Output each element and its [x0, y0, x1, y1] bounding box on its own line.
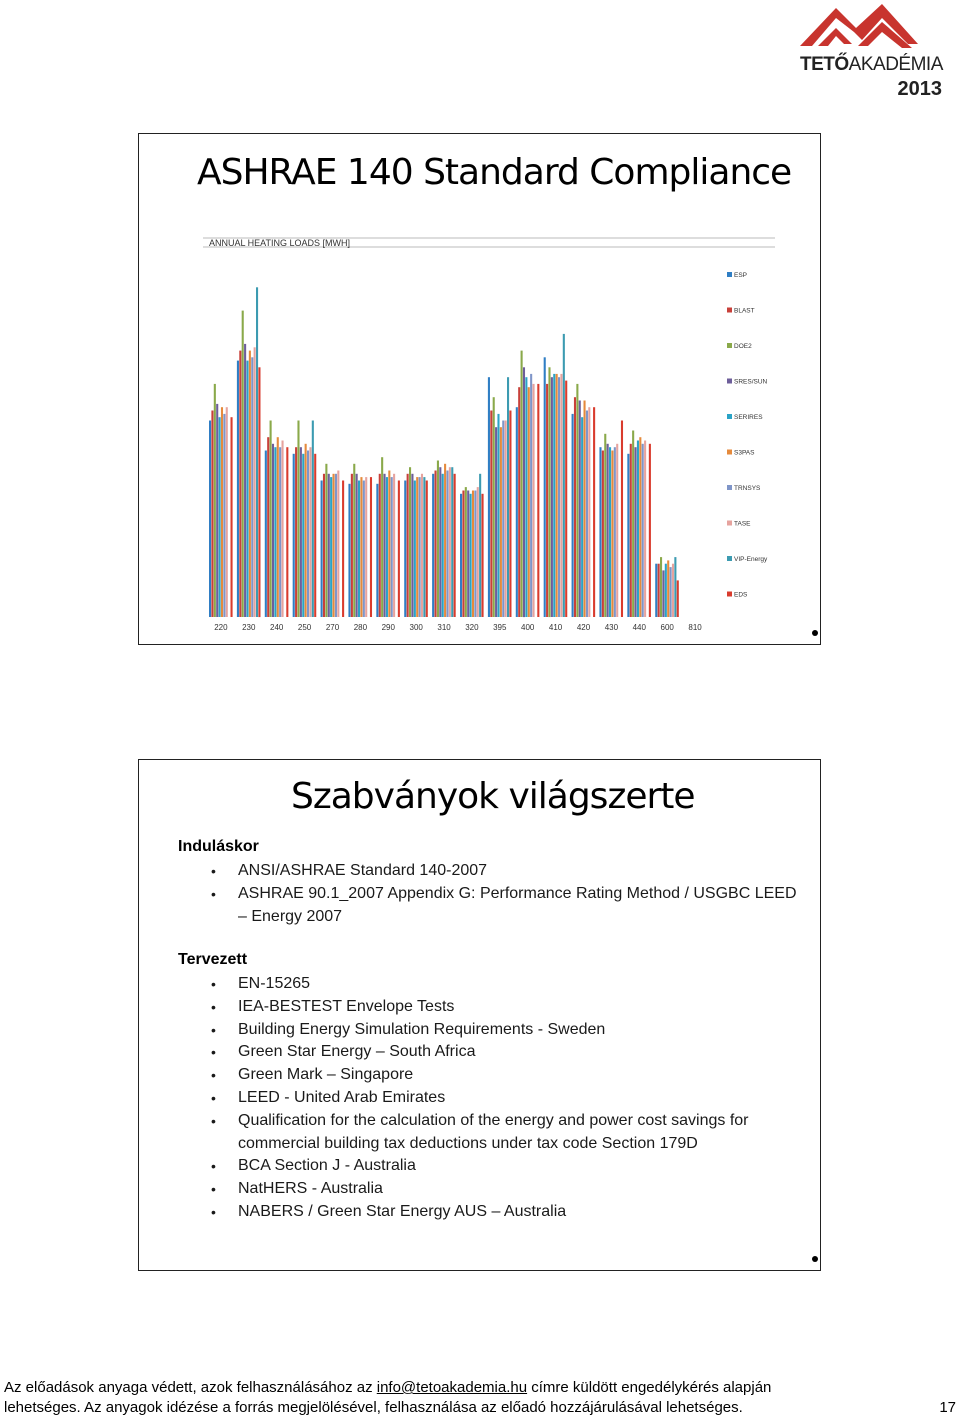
x-tick-label: 420 [576, 623, 591, 632]
chart-title: ANNUAL HEATING LOADS [MWH] [209, 238, 351, 248]
chart-bar [479, 474, 481, 617]
chart-bar [556, 374, 558, 617]
chart-bar [576, 384, 578, 617]
chart-bar [462, 491, 464, 618]
chart-bar [221, 407, 223, 617]
x-tick-label: 300 [409, 623, 423, 632]
chart-bar [286, 447, 288, 617]
chart-bar [505, 421, 507, 618]
chart-bar [639, 437, 641, 617]
chart-bar [305, 444, 307, 617]
chart-bar [376, 484, 378, 617]
chart-bar [665, 564, 667, 617]
chart-bar [391, 477, 393, 617]
chart-bar [274, 447, 276, 617]
x-tick-label: 810 [688, 623, 702, 632]
chart-bar [282, 441, 284, 618]
x-tick-label: 220 [214, 623, 228, 632]
chart-bar [411, 474, 413, 617]
chart-bar [672, 564, 674, 617]
chart-bar [265, 451, 267, 618]
chart-bar [516, 407, 518, 617]
chart-bar [226, 407, 228, 617]
chart-bar [444, 464, 446, 617]
chart-bar [325, 464, 327, 617]
list-starting-standards [177, 860, 797, 928]
chart-bar [621, 421, 623, 618]
chart-bar [307, 451, 309, 618]
chart-bar [518, 387, 520, 617]
footer-text: címre küldött engedélykérés alapján [527, 1379, 772, 1396]
chart-bar [677, 580, 679, 617]
chart-bar [251, 357, 253, 617]
chart-bar [588, 407, 590, 617]
chart-bar [523, 367, 525, 617]
chart-bar [670, 567, 672, 617]
list-item: • ANSI/ASHRAE Standard 140-2007 [177, 860, 797, 883]
x-tick-label: 310 [437, 623, 451, 632]
chart-bar [465, 487, 467, 617]
chart-bar [528, 387, 530, 617]
chart-bar [649, 444, 651, 617]
chart-bar [500, 427, 502, 617]
slide-ashrae-compliance [138, 133, 821, 645]
chart-bar [309, 447, 311, 617]
chart-bar [632, 431, 634, 618]
x-tick-label: 400 [521, 623, 535, 632]
chart-bar [321, 481, 323, 618]
chart-bar [246, 361, 248, 617]
chart-bar [237, 361, 239, 617]
legend-swatch [727, 308, 732, 313]
slide-standards-worldwide [138, 759, 821, 1271]
chart-bar [533, 384, 535, 617]
chart-bar [611, 451, 613, 618]
x-tick-label: 250 [297, 623, 312, 632]
chart-bar [409, 467, 411, 617]
section-heading-planned: Tervezett [178, 951, 248, 968]
legend-swatch [727, 272, 732, 277]
annual-heating-loads-chart [201, 234, 779, 634]
chart-bar [423, 477, 425, 617]
chart-bar [521, 351, 523, 617]
chart-bar [211, 411, 213, 618]
list-item: • Green Mark – Singapore [177, 1064, 797, 1087]
chart-bar [256, 287, 258, 617]
chart-bar [358, 481, 360, 618]
chart-bar [293, 454, 295, 617]
chart-bar [449, 467, 451, 617]
logo-brand-bold: TETŐ [800, 54, 849, 75]
chart-bar [593, 407, 595, 617]
chart-bar [244, 344, 246, 617]
list-item: • NatHERS - Australia [177, 1178, 797, 1201]
legend-label: VIP-Energy [734, 556, 768, 563]
chart-bar [297, 421, 299, 618]
chart-bar [460, 494, 462, 617]
chart-bar [356, 474, 358, 617]
chart-bar [328, 474, 330, 617]
chart-bar [467, 491, 469, 618]
chart-bar [454, 474, 456, 617]
chart-bar [565, 381, 567, 617]
legend-swatch [727, 485, 732, 490]
slide-title: Szabványok világszerte [291, 776, 695, 817]
chart-bar [674, 557, 676, 617]
chart-bar [337, 471, 339, 618]
chart-bar [439, 467, 441, 617]
chart-bar [295, 447, 297, 617]
x-tick-label: 290 [381, 623, 395, 632]
x-tick-label: 600 [660, 623, 674, 632]
chart-bar [490, 411, 492, 618]
chart-bar [214, 384, 216, 617]
chart-bar [472, 491, 474, 618]
chart-bar [616, 444, 618, 617]
chart-bar [614, 447, 616, 617]
chart-bar [270, 421, 272, 618]
logo-brand-text [800, 54, 943, 76]
chart-bar [365, 477, 367, 617]
chart-bar [497, 414, 499, 617]
legend-swatch [727, 556, 732, 561]
chart-bar [599, 447, 601, 617]
footer-line-1 [4, 1378, 956, 1398]
chart-bar [544, 357, 546, 617]
chart-bar [558, 377, 560, 617]
chart-bar [419, 477, 421, 617]
chart-bar [548, 367, 550, 617]
chart-bar [432, 474, 434, 617]
chart-bar [530, 374, 532, 617]
chart-bar [658, 564, 660, 617]
x-tick-label: 240 [270, 623, 284, 632]
chart-bar [209, 421, 211, 618]
chart-bar [579, 401, 581, 618]
chart-bar [635, 447, 637, 617]
list-item: • LEED - United Arab Emirates [177, 1087, 797, 1110]
list-planned-standards [177, 973, 797, 1224]
chart-bar [249, 351, 251, 617]
chart-bar [627, 454, 629, 617]
legend-label: TRNSYS [734, 485, 761, 492]
chart-bar [667, 560, 669, 617]
chart-bar [442, 474, 444, 617]
legend-label: EDS [734, 591, 748, 599]
section-heading-starting: Induláskor [178, 838, 259, 855]
chart-bar [546, 384, 548, 617]
chart-bar [426, 481, 428, 618]
legend-label: SRES/SUN [734, 378, 768, 386]
chart-bar [470, 494, 472, 617]
chart-bar [607, 444, 609, 617]
list-item: • NABERS / Green Star Energy AUS – Australia [177, 1201, 797, 1224]
legend-swatch [727, 414, 732, 419]
chart-bar [435, 471, 437, 618]
chart-bar [342, 481, 344, 618]
footer-notice [4, 1378, 956, 1418]
legend-label: S3PAS [734, 449, 755, 457]
chart-bar [421, 474, 423, 617]
chart-bar [507, 377, 509, 617]
legend-swatch [727, 343, 732, 348]
x-tick-label: 280 [353, 623, 368, 632]
chart-bar [404, 481, 406, 618]
chart-bar [239, 351, 241, 617]
chart-bar [242, 311, 244, 617]
logo-year: 2013 [897, 78, 942, 100]
chart-bar [216, 404, 218, 617]
chart-bar [572, 414, 574, 617]
chart-bar [363, 481, 365, 618]
logo-brand-light: AKADÉMIA [848, 54, 943, 75]
list-item: • ASHRAE 90.1_2007 Appendix G: Performance Rating Method / USGBC LEED – Energy 2007 [177, 883, 797, 929]
x-tick-label: 430 [604, 623, 619, 632]
list-item: • EN-15265 [177, 973, 797, 996]
legend-label: BLAST [734, 307, 755, 315]
chart-bar [446, 471, 448, 618]
chart-bar [381, 457, 383, 617]
x-tick-label: 395 [493, 623, 507, 632]
chart-bar [300, 447, 302, 617]
chart-bar [302, 454, 304, 617]
footer-text: Az előadások anyaga védett, azok felhasználásához az [4, 1379, 377, 1396]
chart-bar [644, 441, 646, 618]
legend-label: TASE [734, 520, 751, 528]
chart-bar [581, 417, 583, 617]
chart-bar [333, 474, 335, 617]
x-tick-label: 230 [242, 623, 256, 632]
chart-bar [398, 481, 400, 618]
x-tick-label: 270 [325, 623, 340, 632]
chart-bar [584, 401, 586, 618]
list-item: • IEA-BESTEST Envelope Tests [177, 996, 797, 1019]
x-tick-label: 320 [465, 623, 479, 632]
chart-bar [553, 374, 555, 617]
chart-bar [330, 477, 332, 617]
chart-bar [537, 384, 539, 617]
chart-bar [379, 474, 381, 617]
legend-swatch [727, 521, 732, 526]
chart-bar [258, 367, 260, 617]
chart-bar [219, 417, 221, 617]
chart-bar [662, 570, 664, 617]
roof-logo-icon [796, 4, 956, 54]
legend-label: DOE2 [734, 343, 752, 350]
chart-bar [353, 464, 355, 617]
chart-bar [660, 557, 662, 617]
page-number: 17 [939, 1399, 956, 1416]
chart-bar [335, 474, 337, 617]
list-item: • Building Energy Simulation Requirements - Sweden [177, 1019, 797, 1042]
chart-bar [525, 377, 527, 617]
chart-bar [495, 427, 497, 617]
chart-bar [502, 421, 504, 618]
chart-bar [574, 397, 576, 617]
chart-bar [348, 484, 350, 617]
chart-bar [223, 414, 225, 617]
chart-bar [360, 477, 362, 617]
chart-bar [586, 411, 588, 618]
chart-bar [370, 477, 372, 617]
chart-bar [655, 564, 657, 617]
chart-bar [407, 474, 409, 617]
chart-bar [609, 447, 611, 617]
chart-bar [231, 417, 233, 617]
legend-label: SERIRES [734, 414, 763, 421]
chart-bar [279, 447, 281, 617]
chart-bar [437, 461, 439, 618]
legend-label: ESP [734, 272, 748, 279]
chart-bar [474, 491, 476, 618]
chart-bar [602, 451, 604, 618]
chart-bar [388, 471, 390, 618]
chart-bar [351, 474, 353, 617]
slide-dot [812, 1256, 818, 1262]
chart-bar [451, 467, 453, 617]
chart-bar [637, 441, 639, 618]
list-item: • Qualification for the calculation of the energy and power cost savings for commercial building tax deductions under tax code Section 179D [177, 1110, 797, 1156]
chart-bar [314, 454, 316, 617]
email-link[interactable]: info@tetoakademia.hu [376, 1379, 528, 1396]
chart-bar [604, 434, 606, 617]
chart-bar [560, 374, 562, 617]
chart-bar [272, 444, 274, 617]
chart-bar [384, 474, 386, 617]
legend-swatch [727, 379, 732, 384]
chart-bar [254, 347, 256, 617]
chart-bar [386, 477, 388, 617]
chart-bar [563, 334, 565, 617]
chart-bar [482, 494, 484, 617]
legend-swatch [727, 450, 732, 455]
chart-bar [551, 377, 553, 617]
chart-bar [414, 481, 416, 618]
tetoakademia-logo [796, 4, 956, 104]
list-item: • Green Star Energy – South Africa [177, 1041, 797, 1064]
slide-dot [812, 630, 818, 636]
chart-bar [393, 474, 395, 617]
chart-bar [493, 397, 495, 617]
footer-line-2 [4, 1398, 956, 1418]
list-item: • BCA Section J - Australia [177, 1155, 797, 1178]
chart-bar [509, 411, 511, 618]
chart-bar [267, 437, 269, 617]
chart-bar [477, 487, 479, 617]
chart-bar [488, 377, 490, 617]
x-tick-label: 440 [632, 623, 646, 632]
x-tick-label: 410 [548, 623, 563, 632]
chart-bar [277, 437, 279, 617]
chart-bar [312, 421, 314, 618]
chart-bar [416, 477, 418, 617]
footer-text: lehetséges. Az anyagok idézése a forrás megjelölésével, felhasználása az előadó hozzájárulásával lehetséges. [4, 1399, 743, 1416]
legend-swatch [727, 592, 732, 597]
chart-bar [323, 474, 325, 617]
chart-bar [642, 444, 644, 617]
slide-title: ASHRAE 140 Standard Compliance [197, 152, 792, 193]
chart-bar [630, 444, 632, 617]
